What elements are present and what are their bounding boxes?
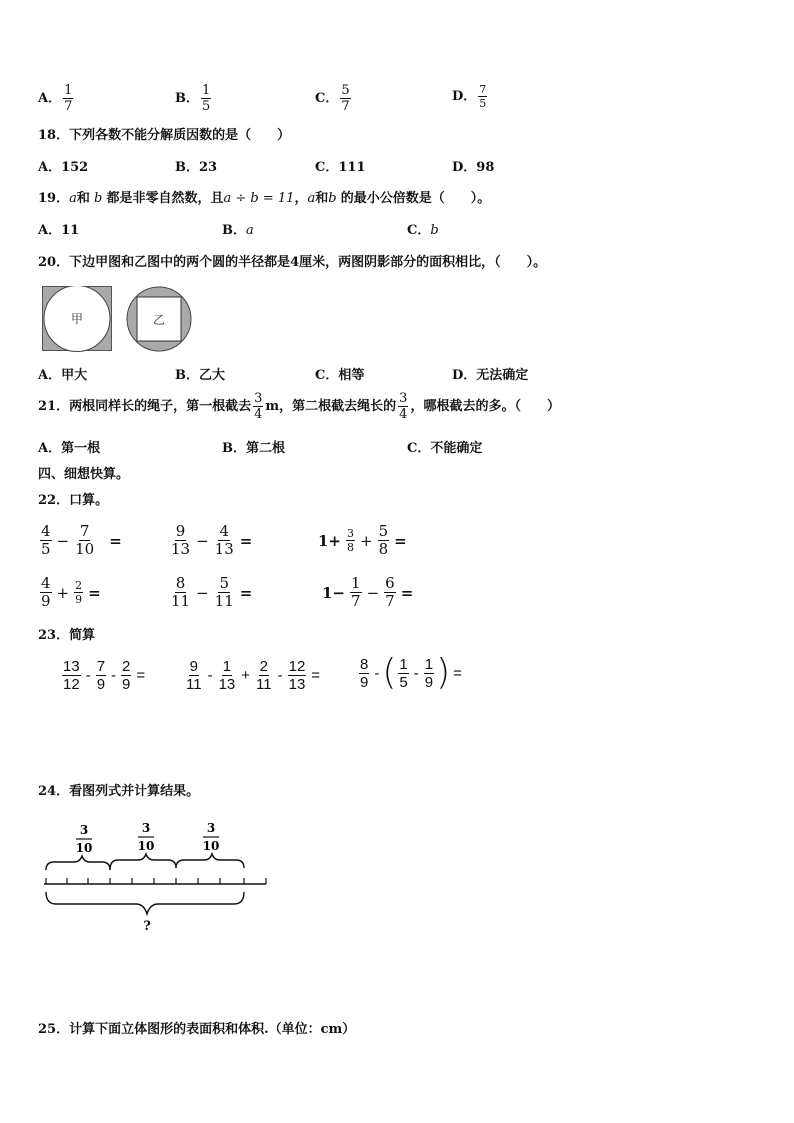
q20-option-a[interactable]: A．甲大	[38, 368, 88, 383]
top-brace-1	[46, 856, 110, 870]
q22-r2-e2: $\frac{8}{11}$ − $\frac{5}{11}$ =	[171, 574, 253, 610]
q18-option-a[interactable]: A．152	[38, 160, 89, 175]
fig-label-yi: 乙	[152, 313, 166, 327]
svg-text:10: 10	[75, 841, 93, 855]
q20-option-c[interactable]: C．相等	[315, 368, 365, 383]
q17-option-c[interactable]: C． $\frac{5}{7}$	[315, 83, 350, 114]
fraction: $\frac{3}{4}$	[399, 391, 408, 422]
q21-question: 21．两根同样长的绳子，第一根截去 $\frac{3}{4}$ m，第二根截去绳长的 $\frac{3}{4}$ ，哪根截去的多。（ ）	[38, 391, 560, 422]
q19-option-c[interactable]: C．b	[407, 223, 439, 238]
var-a: a	[69, 191, 77, 206]
equation: a ÷ b = 11	[223, 191, 295, 206]
q23-e1: $\frac{13}{12}$ - $\frac{7}{9}$ - $\frac{2}{9}$ =	[63, 658, 146, 693]
segment-label-1	[76, 823, 93, 855]
q22-r1-e1: $\frac{4}{5}$ − $\frac{7}{10}$ =	[41, 522, 122, 558]
q22-r1-e3: 1+ $\frac{3}{8}$ + $\frac{5}{8}$ =	[318, 522, 407, 558]
fraction: $\frac{3}{4}$	[254, 391, 263, 422]
q22-r2-e3: 1− $\frac{1}{7}$ − $\frac{6}{7}$ =	[322, 574, 414, 610]
q19-option-a[interactable]: A．11	[38, 223, 80, 238]
left-paren: (	[382, 652, 397, 693]
q24-title: 24．看图列式并计算结果。	[38, 784, 200, 799]
q22-r1-e2: $\frac{9}{13}$ − $\frac{4}{13}$ =	[171, 522, 253, 558]
q17-option-b[interactable]: B． $\frac{1}{5}$	[175, 83, 211, 114]
q18-question: 18．下列各数不能分解质因数的是（ ）	[38, 128, 291, 143]
ticks	[46, 878, 266, 884]
q23-title: 23．简算	[38, 628, 96, 643]
question-mark: ?	[143, 919, 151, 934]
fraction: $\frac{7}{5}$	[479, 83, 487, 110]
q23-e3: $\frac{8}{9}$ -( $\frac{1}{5}$ - $\frac{1}{9}$ ) =	[360, 652, 462, 693]
q25-question: 25．计算下面立体图形的表面积和体积.（单位：cm）	[38, 1022, 356, 1037]
q17-option-d[interactable]: D． $\frac{7}{5}$	[452, 83, 487, 110]
q21-option-b[interactable]: B．第二根	[222, 441, 285, 456]
section-heading: 四、细想快算。	[38, 467, 130, 482]
q21-option-c[interactable]: C．不能确定	[407, 441, 483, 456]
q20-question: 20．下边甲图和乙图中的两个圆的半径都是4厘米，两图阴影部分的面积相比，（ ）。	[38, 255, 547, 270]
q20-option-b[interactable]: B．乙大	[175, 368, 225, 383]
q21-option-a[interactable]: A．第一根	[38, 441, 101, 456]
svg-text:10: 10	[137, 839, 155, 853]
svg-text:3: 3	[141, 821, 151, 835]
q19-question: 19．a和 b 都是非零自然数，且a ÷ b = 11，a和b 的最小公倍数是（ ）。	[38, 191, 491, 206]
q17-options	[38, 80, 558, 116]
q22-title: 22．口算。	[38, 493, 109, 508]
svg-text:10: 10	[202, 839, 220, 853]
right-paren: )	[436, 652, 451, 693]
q18-option-b[interactable]: B．23	[175, 160, 218, 175]
q19-option-b[interactable]: B．a	[222, 223, 254, 238]
q20-figure-yi	[126, 286, 192, 352]
q24-diagram	[40, 818, 272, 934]
fig-label-jia: 甲	[70, 312, 84, 326]
top-brace-2	[110, 854, 176, 870]
fraction: $\frac{5}{7}$	[341, 83, 350, 114]
svg-text:3: 3	[79, 823, 89, 837]
bottom-brace	[46, 892, 244, 914]
q20-figure-jia	[42, 286, 114, 352]
segment-label-2	[138, 821, 155, 853]
fraction: $\frac{1}{7}$	[64, 83, 73, 114]
q20-option-d[interactable]: D．无法确定	[452, 368, 529, 383]
segment-label-3	[203, 821, 220, 853]
svg-text:3: 3	[206, 821, 216, 835]
q18-option-d[interactable]: D．98	[452, 160, 495, 175]
q23-e2: $\frac{9}{11}$ - $\frac{1}{13}$ + $\frac{2}{11}$ - $\frac{12}{13}$ =	[186, 658, 321, 693]
fraction: $\frac{1}{5}$	[202, 83, 211, 114]
q22-r2-e1: $\frac{4}{9}$ + $\frac{2}{9}$ =	[41, 574, 101, 610]
var-b: b	[94, 191, 103, 206]
top-brace-3	[176, 854, 244, 868]
q17-option-a[interactable]: A． $\frac{1}{7}$	[38, 83, 73, 114]
q18-option-c[interactable]: C．111	[315, 160, 366, 175]
